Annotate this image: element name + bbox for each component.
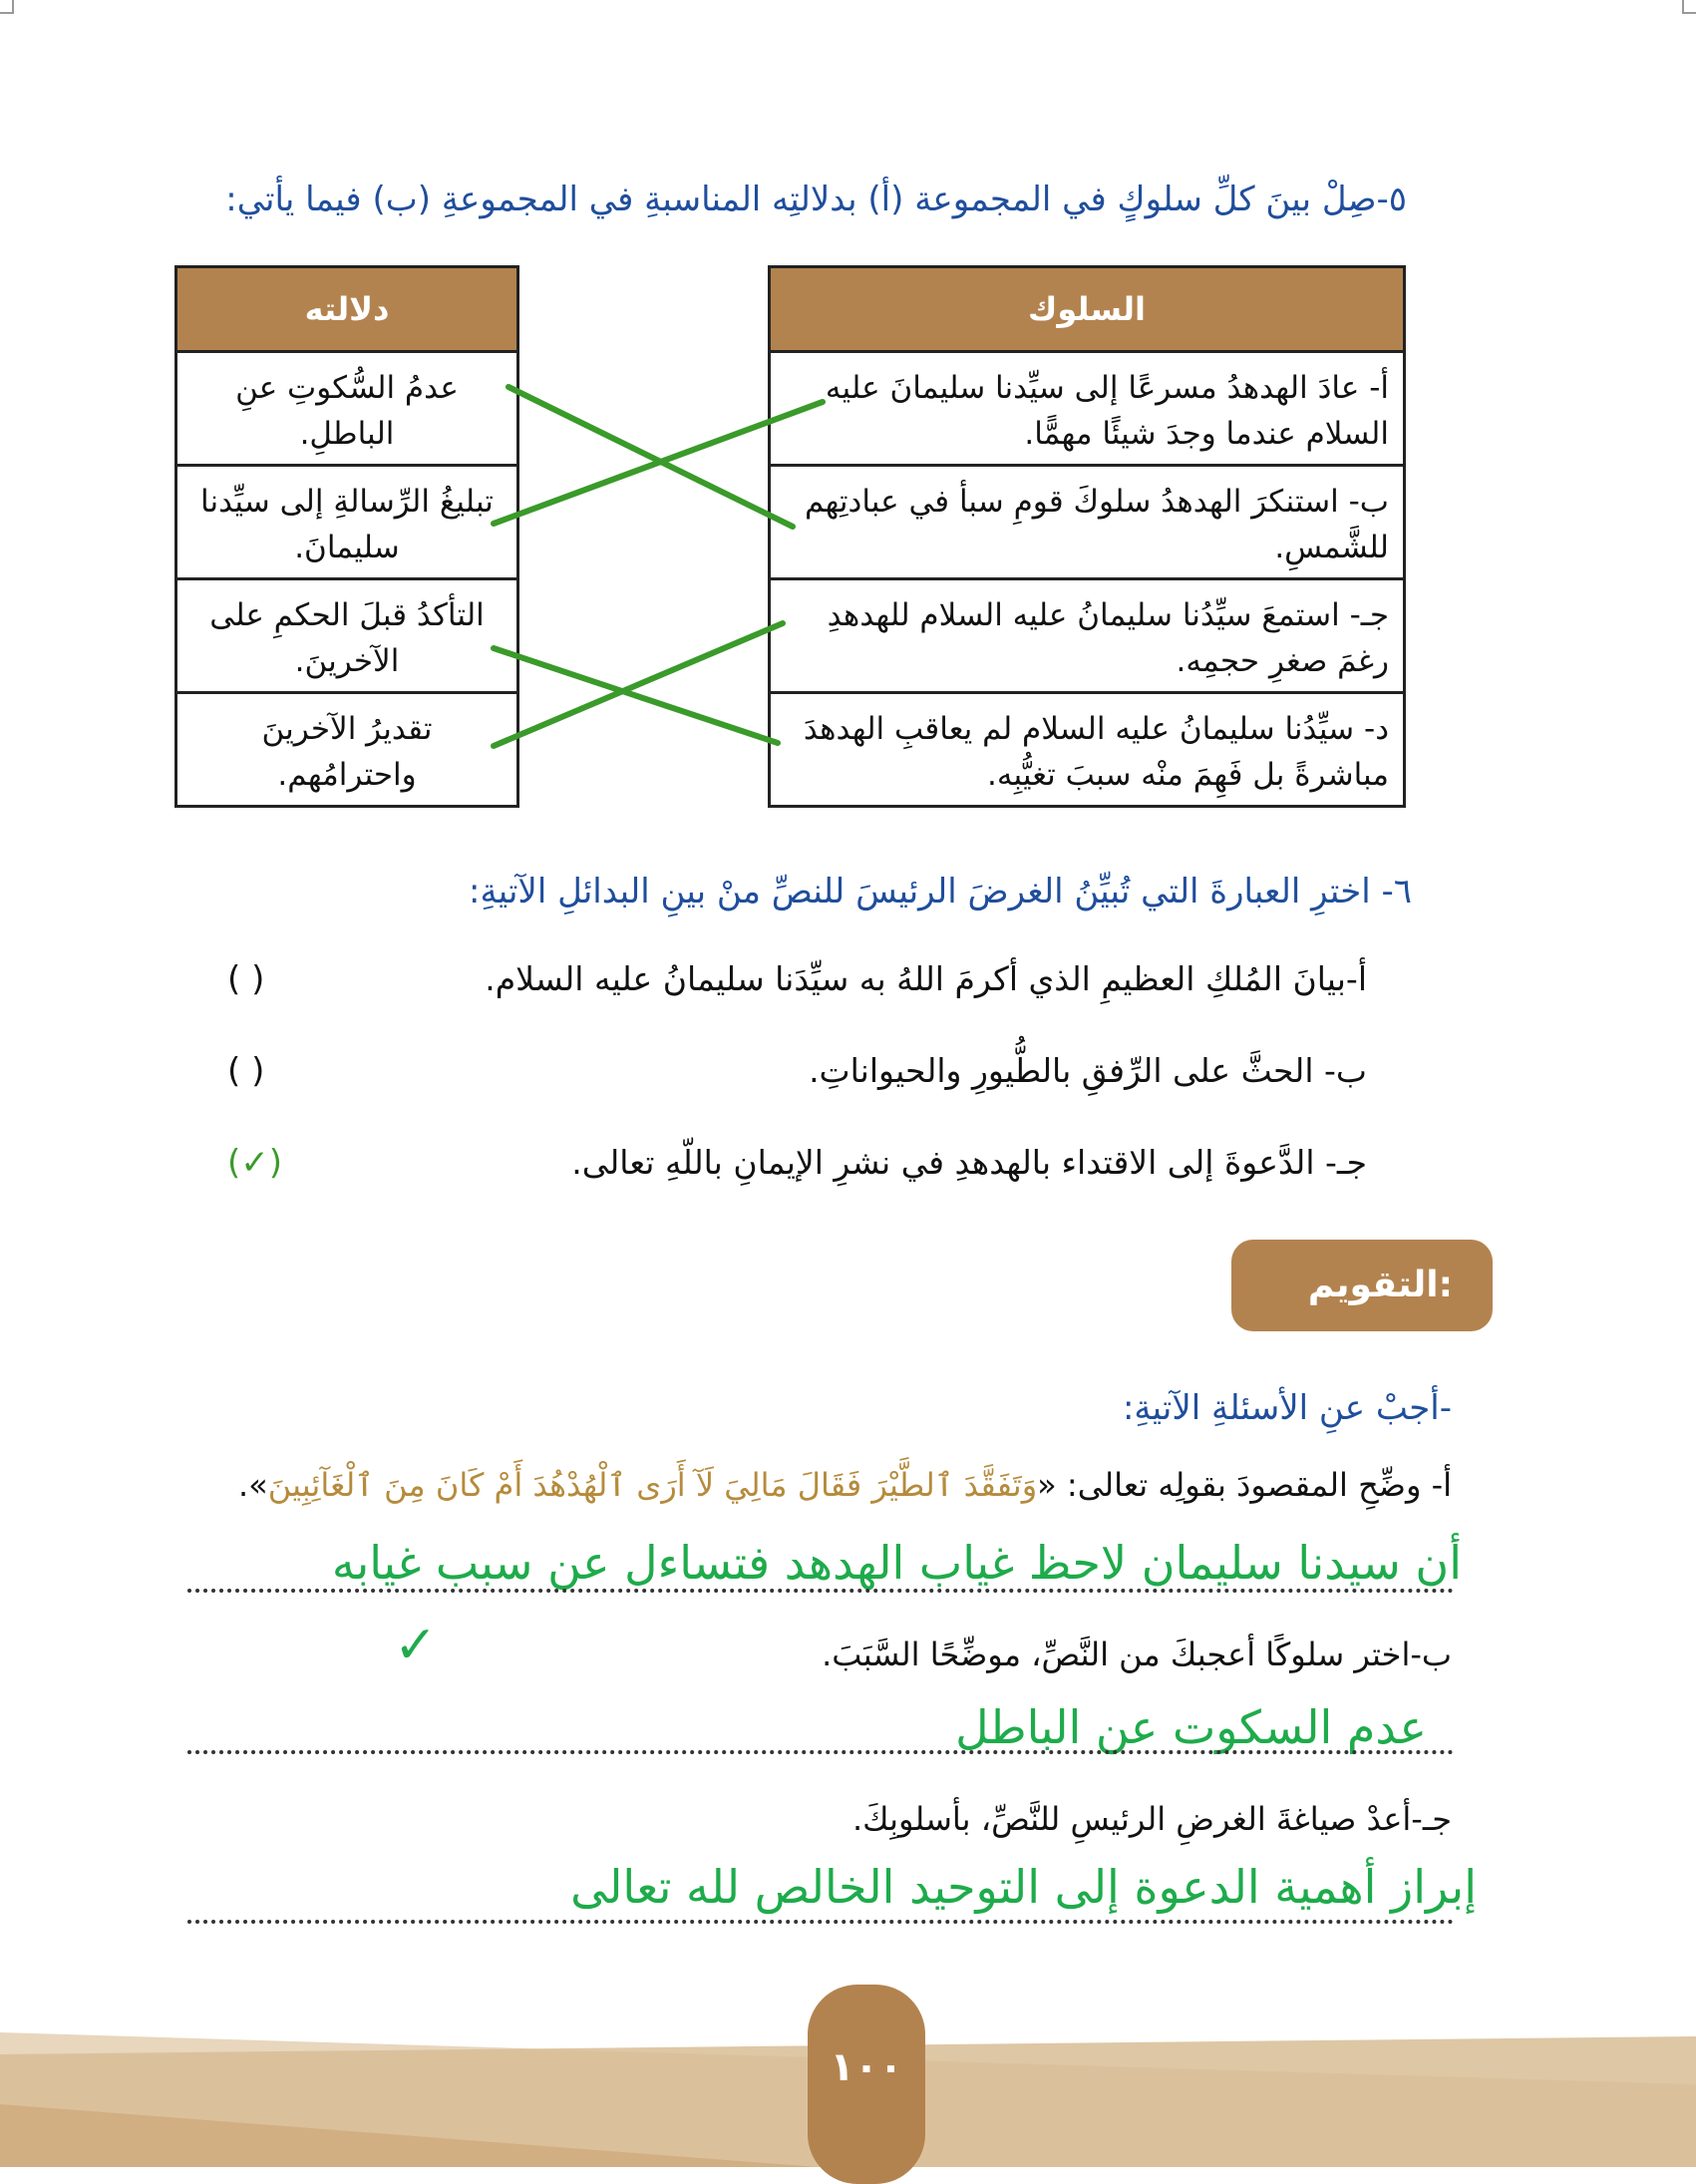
answer-a[interactable]: أن سيدنا سليمان لاحظ غياب الهدهد فتساءل عن سبب غيابه (331, 1536, 1462, 1590)
question-b: ب-اختر سلوكًا أعجبكَ من النَّصِّ، موضِّحًا السَّبَبَ. (822, 1636, 1452, 1673)
meaning-cell: عدمُ السُّكوتِ عنِ الباطلِ. (177, 353, 516, 467)
check-icon: ✓ (394, 1616, 438, 1675)
q6-option-a-mark[interactable]: ( ) (227, 959, 265, 999)
match-line[interactable] (509, 387, 793, 527)
behavior-cell: ب- استنكرَ الهدهدُ سلوكَ قومِ سبأ في عبادتِهم للشَّمسِ. (771, 467, 1403, 580)
behavior-header: السلوك (771, 268, 1403, 353)
question-a (238, 1466, 1452, 1504)
meaning-cell: تبليغُ الرِّسالةِ إلى سيِّدنا سليمانَ. (177, 467, 516, 580)
answer-line-c (187, 1920, 1454, 1924)
q6-option-b[interactable]: ب- الحثَّ على الرِّفقِ بالطُّيورِ والحيواناتِ. (809, 1051, 1367, 1090)
q6-option-a[interactable]: أ-بيانَ المُلكِ العظيمِ الذي أكرمَ اللهُ به سيِّدَنا سليمانُ عليه السلام. (485, 959, 1367, 998)
meaning-header: دلالته (177, 268, 516, 353)
answer-b[interactable]: عدم السكوت عن الباطل (955, 1700, 1427, 1754)
behavior-cell: أ- عادَ الهدهدُ مسرعًا إلى سيِّدنا سليمانَ عليه السلام عندما وجدَ شيئًا مهمًّا. (771, 353, 1403, 467)
page-number: ١٠٠ (830, 2044, 903, 2090)
behavior-cell: د- سيِّدُنا سليمانُ عليه السلام لم يعاقبِ الهدهدَ مباشرةً بل فَهِمَ منْه سببَ تغيُّبِه. (803, 711, 1389, 793)
meaning-cell: التأكدُ قبلَ الحكمِ على الآخرينَ. (177, 580, 516, 694)
meaning-cell: تقديرُ الآخرينَ واحترامُهم. (261, 711, 433, 793)
question-c: جـ-أعدْ صياغةَ الغرضِ الرئيسِ للنَّصِّ، بأسلوبِكَ. (851, 1800, 1452, 1838)
q6-option-c-mark[interactable]: (✓) (227, 1143, 283, 1183)
q6-title: ٦- اخترِ العبارةَ التي تُبيِّنُ الغرضَ الرئيسَ للنصِّ منْ بينِ البدائلِ الآتيةِ: (469, 872, 1412, 911)
answer-c[interactable]: إبراز أهمية الدعوة إلى التوحيد الخالص لله تعالى (570, 1860, 1477, 1914)
evaluation-prompt: -أجبْ عنِ الأسئلةِ الآتيةِ: (1122, 1388, 1452, 1428)
page-number-badge (808, 1985, 925, 2184)
quran-verse: وَتَفَقَّدَ ٱلطَّيْرَ فَقَالَ مَالِيَ لَآ أَرَى ٱلْهُدْهُدَ أَمْ كَانَ مِنَ ٱلْغَآئِبِينَ (267, 1466, 1038, 1504)
q6-option-b-mark[interactable]: ( ) (227, 1051, 265, 1091)
evaluation-tag: التقويم: (1231, 1240, 1493, 1331)
behavior-cell: جـ- استمعَ سيِّدُنا سليمانُ عليه السلام للهدهدِ رغمَ صغرِ حجمِه. (771, 580, 1403, 694)
question-a-prefix: أ- وضِّحِ المقصودَ بقولِه تعالى: « (1037, 1466, 1452, 1504)
question-a-suffix: ». (237, 1466, 268, 1504)
matching-lines (0, 0, 1696, 898)
q6-option-c[interactable]: جـ- الدَّعوةَ إلى الاقتداء بالهدهدِ في نشرِ الإيمانِ باللّهِ تعالى. (571, 1143, 1367, 1182)
q5-title: ٥-صِلْ بينَ كلِّ سلوكٍ في المجموعة (أ) بدلالتِه المناسبةِ في المجموعةِ (ب) فيما يأتي: (225, 180, 1407, 219)
match-line[interactable] (494, 402, 823, 524)
answer-line-b (187, 1750, 1454, 1754)
answer-line-a (187, 1589, 1454, 1593)
